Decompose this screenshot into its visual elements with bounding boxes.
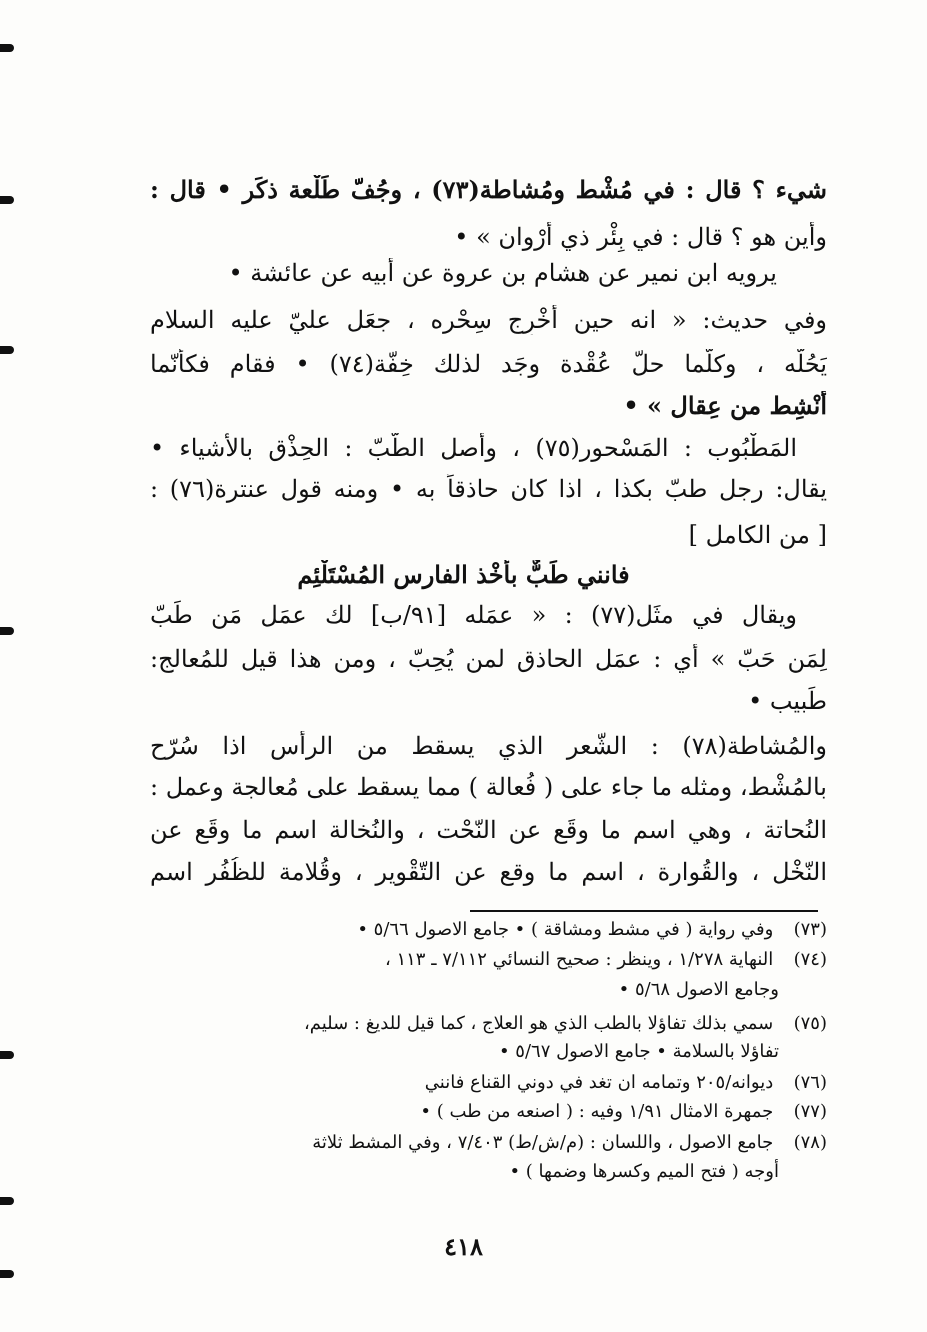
margin-mark <box>0 44 14 52</box>
footnote-number: (٧٣) <box>793 919 827 940</box>
footnote-separator <box>470 910 818 912</box>
body-line: يرويه ابن نمير عن هشام بن عروة عن أبيه عن عائشة • <box>228 259 777 287</box>
footnote-number: (٧٤) <box>793 949 827 970</box>
body-line: وأين هو ؟ قال : في بِئْر ذي أرْوان » • <box>454 223 827 251</box>
footnote-text: وفي رواية ( في مشط ومشاقة ) • جامع الاصول ٥/٦٦ • <box>357 919 774 940</box>
body-line: النّخْل ، والقُوارة ، اسم ما وقع عن التّقْوير ، وقُلامة للظُفُر اسم <box>150 858 827 886</box>
footnote <box>150 1012 827 1036</box>
body-line: بالمُشْط، ومثله ما جاء على ( فُعالة ) مما يسقط على مُعالجة وعمل : <box>150 773 827 801</box>
footnote-text: النهاية ١/٢٧٨ ، وينظر : صحيح النسائي ٧/١١٢ ـ ١١٣ ، <box>384 949 774 970</box>
footnote-text: سمي بذلك تفاؤلا بالطب الذي هو العلاج ، كما قيل للديغ : سليم، <box>303 1013 774 1034</box>
footnote-number: (٧٥) <box>793 1013 827 1034</box>
footnote-continuation: تفاؤلا بالسلامة • جامع الاصول ٥/٦٧ • <box>498 1041 779 1062</box>
meter-label: [ من الكامل ] <box>688 521 827 549</box>
body-line: وفي حديث: « انه حين أُخْرِج سِحْره ، جعَل عليّ عليه السلام <box>150 306 827 334</box>
margin-mark <box>0 627 14 635</box>
margin-mark <box>0 1051 14 1059</box>
body-line: أُنْشِط من عِقال » • <box>623 391 827 420</box>
body-line: طَبيب • <box>748 687 827 715</box>
footnote <box>150 1100 827 1124</box>
body-line: المَطْبُوب : المَسْحور(٧٥) ، وأصل الطّبّ : الحِذْق بالأشياء • <box>150 434 797 462</box>
footnote-continuation: أوجه ( فتح الميم وكسرها وضمها ) • <box>509 1161 779 1182</box>
body-line: لِمَن حَبّ » أي : عمَل الحاذق لمن يُحِبّ ، ومن هذا قيل للمُعالج: <box>150 645 827 673</box>
margin-mark <box>0 346 14 354</box>
margin-mark <box>0 196 14 204</box>
body-line: النُحاتة ، وهي اسم ما وقَع عن النّحْت ، والنُخالة اسم ما وقَع عن <box>150 816 827 844</box>
footnote-number: (٧٧) <box>793 1101 827 1122</box>
margin-mark <box>0 1270 14 1278</box>
footnote-continuation: وجامع الاصول ٥/٦٨ • <box>618 979 779 1000</box>
body-line: شيء ؟ قال : في مُشْط ومُشاطة(٧٣) ، وجُفّ طَلْعة ذكَر • قال : <box>150 175 827 204</box>
footnote-number: (٧٨) <box>793 1132 827 1153</box>
body-line: يَحُلُّه ، وكلّما حلّ عُقْدة وجَد لذلك خِفّة(٧٤) • فقام فكأنّما <box>150 350 827 378</box>
footnote-number: (٧٦) <box>793 1072 827 1093</box>
verse-line: فانني طَبٌّ بأخْذ الفارس المُسْتَلْئِم <box>297 560 630 589</box>
footnote <box>150 1071 827 1095</box>
footnote <box>150 1131 827 1155</box>
body-line: يقال: رجل طبّ بكذا ، اذا كان حاذقاً به • ومنه قول عنترة(٧٦) : <box>150 475 827 503</box>
margin-mark <box>0 1197 14 1205</box>
footnote-text: ديوانه/٢٠٥ وتمامه ان تغد في دوني القناع فانني <box>424 1072 774 1093</box>
body-line: والمُشاطة(٧٨) : الشّعر الذي يسقط من الرأس اذا سُرّح <box>150 732 827 760</box>
footnote-text: جامع الاصول ، واللسان : (م/ش/ط) ٧/٤٠٣ ، وفي المشط ثلاثة <box>312 1132 774 1153</box>
body-line: ويقال في مثَل(٧٧) : « عمَله [٩١/ب] لك عمَل مَن طَبّ <box>150 601 797 629</box>
page-number: ٤١٨ <box>444 1232 483 1261</box>
footnote-text: جمهرة الامثال ١/٩١ وفيه : ( اصنعه من طب ) • <box>420 1101 774 1122</box>
footnote <box>150 918 827 942</box>
footnote <box>150 948 827 972</box>
